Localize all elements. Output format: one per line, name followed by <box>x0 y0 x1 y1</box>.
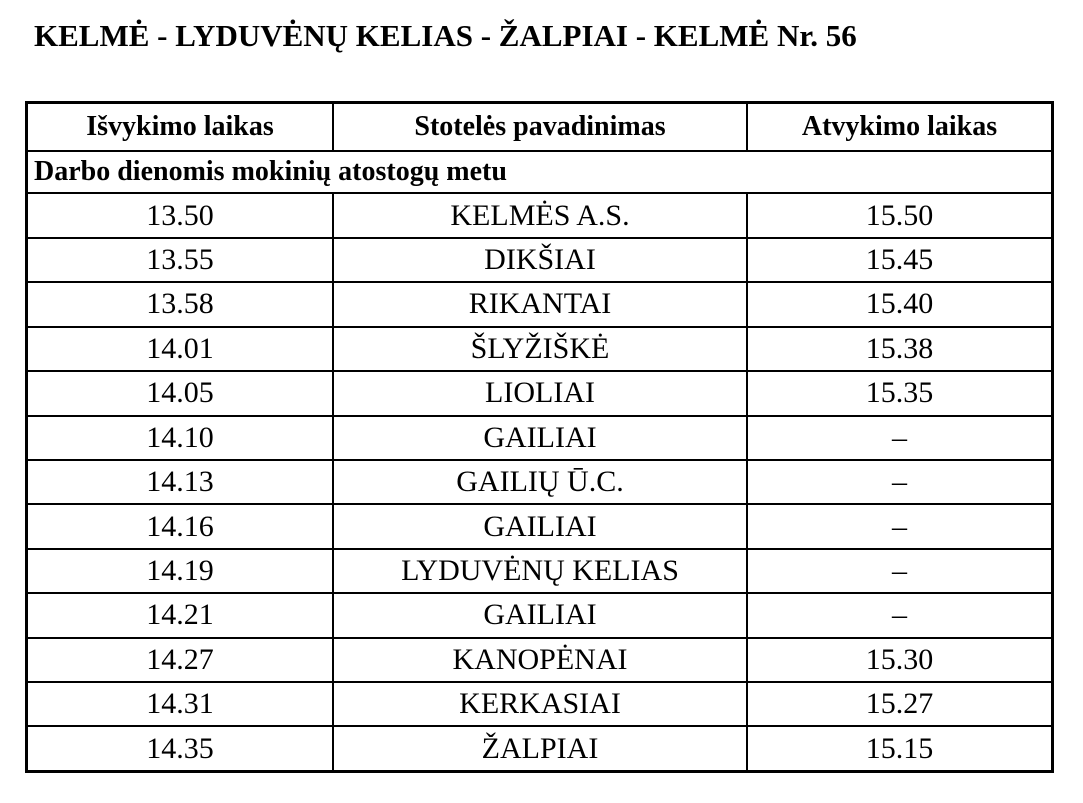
stop-name: LIOLIAI <box>333 371 747 415</box>
arrival-time: – <box>747 549 1051 593</box>
stop-name: GAILIAI <box>333 416 747 460</box>
arrival-time: 15.45 <box>747 238 1051 282</box>
stop-name: KELMĖS A.S. <box>333 193 747 237</box>
stop-name: ŽALPIAI <box>333 726 747 770</box>
stop-name: KANOPĖNAI <box>333 638 747 682</box>
stop-name: GAILIŲ Ū.C. <box>333 460 747 504</box>
arrival-time: – <box>747 504 1051 548</box>
arrival-time: – <box>747 416 1051 460</box>
header-stop: Stotelės pavadinimas <box>333 104 747 151</box>
table-row <box>28 416 1051 460</box>
departure-time: 13.50 <box>28 193 333 237</box>
section-label: Darbo dienomis mokinių atostogų metu <box>28 151 1051 193</box>
stop-name: KERKASIAI <box>333 682 747 726</box>
table-row <box>28 682 1051 726</box>
arrival-time: 15.35 <box>747 371 1051 415</box>
stop-name: GAILIAI <box>333 504 747 548</box>
departure-time: 13.58 <box>28 282 333 326</box>
arrival-time: 15.15 <box>747 726 1051 770</box>
departure-time: 14.05 <box>28 371 333 415</box>
departure-time: 14.01 <box>28 327 333 371</box>
table-row <box>28 371 1051 415</box>
departure-time: 14.21 <box>28 593 333 637</box>
table-row <box>28 460 1051 504</box>
table-row <box>28 638 1051 682</box>
header-row <box>28 104 1051 151</box>
timetable-table <box>28 104 1051 770</box>
section-row <box>28 151 1051 193</box>
table-row <box>28 282 1051 326</box>
page-title: KELMĖ - LYDUVĖNŲ KELIAS - ŽALPIAI - KELMĖ Nr. 56 <box>34 18 857 53</box>
departure-time: 14.19 <box>28 549 333 593</box>
header-departure: Išvykimo laikas <box>28 104 333 151</box>
table-row <box>28 238 1051 282</box>
stop-name: DIKŠIAI <box>333 238 747 282</box>
stop-name: GAILIAI <box>333 593 747 637</box>
table-row <box>28 549 1051 593</box>
table-row <box>28 504 1051 548</box>
departure-time: 14.16 <box>28 504 333 548</box>
stop-name: ŠLYŽIŠKĖ <box>333 327 747 371</box>
departure-time: 14.31 <box>28 682 333 726</box>
departure-time: 14.13 <box>28 460 333 504</box>
stop-name: RIKANTAI <box>333 282 747 326</box>
stop-name: LYDUVĖNŲ KELIAS <box>333 549 747 593</box>
arrival-time: 15.30 <box>747 638 1051 682</box>
arrival-time: 15.38 <box>747 327 1051 371</box>
departure-time: 14.10 <box>28 416 333 460</box>
header-arrival: Atvykimo laikas <box>747 104 1051 151</box>
table-row <box>28 193 1051 237</box>
table-row <box>28 593 1051 637</box>
arrival-time: – <box>747 460 1051 504</box>
departure-time: 13.55 <box>28 238 333 282</box>
table-row <box>28 327 1051 371</box>
arrival-time: 15.40 <box>747 282 1051 326</box>
arrival-time: 15.27 <box>747 682 1051 726</box>
arrival-time: – <box>747 593 1051 637</box>
arrival-time: 15.50 <box>747 193 1051 237</box>
departure-time: 14.35 <box>28 726 333 770</box>
table-row <box>28 726 1051 770</box>
departure-time: 14.27 <box>28 638 333 682</box>
timetable <box>25 101 1054 773</box>
